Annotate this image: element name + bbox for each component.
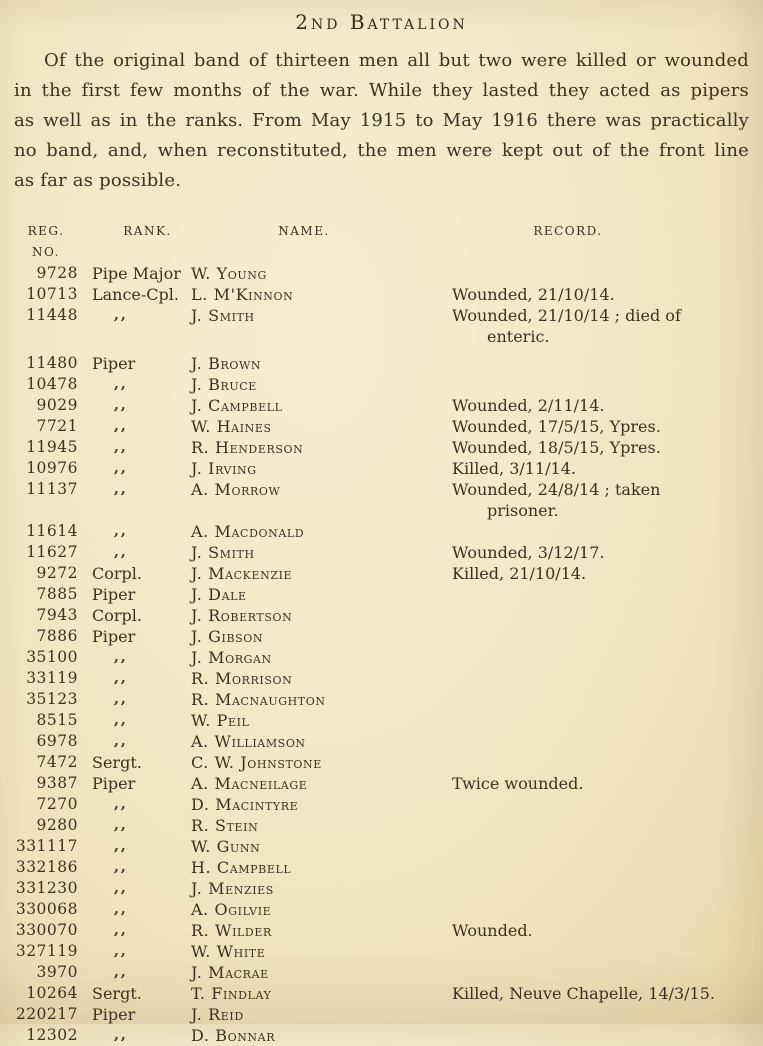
rank-cell: Piper xyxy=(92,354,136,373)
rank-cell: ,, xyxy=(114,880,128,896)
name-cell: H. Campbell xyxy=(191,858,292,877)
record-cell xyxy=(441,668,735,689)
rank-cell: ,, xyxy=(114,712,128,728)
roster-rows xyxy=(14,263,749,1046)
reg-no-cell: 10713 xyxy=(26,285,78,303)
rank-cell: ,, xyxy=(114,544,128,560)
roster-header-row xyxy=(14,221,749,263)
name-cell: J. Gibson xyxy=(191,627,264,646)
rank-cell: Corpl. xyxy=(92,564,142,583)
rank-cell: ,, xyxy=(114,691,128,707)
reg-no-cell: 331230 xyxy=(15,879,78,897)
rank-cell: Piper xyxy=(92,585,136,604)
header-name: NAME. xyxy=(278,224,330,238)
record-cell xyxy=(441,353,735,374)
record-cell xyxy=(441,1025,735,1046)
reg-no-cell: 7885 xyxy=(36,585,78,603)
table-row xyxy=(14,710,749,731)
name-cell: A. Macdonald xyxy=(191,522,305,541)
name-cell: J. Smith xyxy=(191,543,255,562)
rank-cell: ,, xyxy=(114,859,128,875)
name-cell: J. Robertson xyxy=(191,606,293,625)
record-cell: Wounded, 21/10/14. xyxy=(452,285,615,304)
rank-cell: ,, xyxy=(114,964,128,980)
record-cell: Wounded, 17/5/15, Ypres. xyxy=(452,417,661,436)
record-cell: Wounded, 21/10/14 ; died of enteric. xyxy=(452,306,681,346)
intro-line: as far as possible. xyxy=(14,170,182,191)
table-row xyxy=(14,689,749,710)
reg-no-cell: 12302 xyxy=(26,1026,78,1044)
intro-line: Of the original band of thirteen men all but two were killed or wounded xyxy=(44,50,749,71)
rank-cell: Lance-Cpl. xyxy=(92,285,179,304)
table-row xyxy=(14,437,749,458)
record-cell: Killed, Neuve Chapelle, 14/3/15. xyxy=(452,984,715,1003)
roster-table xyxy=(14,221,749,1046)
reg-no-cell: 9280 xyxy=(36,816,78,834)
reg-no-cell: 331117 xyxy=(15,837,78,855)
reg-no-cell: 8515 xyxy=(36,711,78,729)
name-cell: A. Williamson xyxy=(191,732,306,751)
record-cell xyxy=(441,941,735,962)
reg-no-cell: 33119 xyxy=(26,669,78,687)
reg-no-cell: 10976 xyxy=(26,459,78,477)
reg-no-cell: 330068 xyxy=(15,900,78,918)
reg-no-cell: 9272 xyxy=(36,564,78,582)
rank-cell: ,, xyxy=(114,649,128,665)
table-row xyxy=(14,815,749,836)
name-cell: A. Ogilvie xyxy=(191,900,272,919)
record-cell xyxy=(441,857,735,878)
rank-cell: Sergt. xyxy=(92,753,142,772)
rank-cell: ,, xyxy=(114,376,128,392)
reg-no-cell: 3970 xyxy=(36,963,78,981)
name-cell: J. Brown xyxy=(191,354,262,373)
name-cell: R. Henderson xyxy=(191,438,304,457)
record-cell xyxy=(441,584,735,605)
table-row xyxy=(14,647,749,668)
table-row xyxy=(14,899,749,920)
rank-cell: Piper xyxy=(92,774,136,793)
name-cell: J. Macrae xyxy=(191,963,269,982)
record-cell xyxy=(441,899,735,920)
record-cell xyxy=(441,962,735,983)
table-row xyxy=(14,416,749,437)
table-row xyxy=(14,263,749,284)
record-cell xyxy=(441,710,735,731)
rank-cell: ,, xyxy=(114,481,128,497)
record-cell: Killed, 3/11/14. xyxy=(452,459,576,478)
table-row xyxy=(14,983,749,1004)
table-row xyxy=(14,794,749,815)
rank-cell: ,, xyxy=(114,397,128,413)
table-row xyxy=(14,605,749,626)
page-title: 2nd Battalion xyxy=(295,10,468,34)
record-cell: Wounded. xyxy=(452,921,533,940)
rank-cell: ,, xyxy=(114,523,128,539)
rank-cell: ,, xyxy=(114,817,128,833)
table-row xyxy=(14,941,749,962)
table-row xyxy=(14,458,749,479)
reg-no-cell: 11945 xyxy=(26,438,78,456)
record-cell: Wounded, 2/11/14. xyxy=(452,396,605,415)
table-row xyxy=(14,521,749,542)
table-row xyxy=(14,878,749,899)
table-row xyxy=(14,542,749,563)
rank-cell: ,, xyxy=(114,922,128,938)
name-cell: W. Gunn xyxy=(191,837,261,856)
record-cell xyxy=(441,878,735,899)
table-row xyxy=(14,920,749,941)
table-row xyxy=(14,479,749,521)
table-row xyxy=(14,668,749,689)
record-cell xyxy=(441,689,735,710)
reg-no-cell: 7721 xyxy=(36,417,78,435)
intro-line: as well as in the ranks. From May 1915 to May 1916 there was practically xyxy=(14,110,749,131)
reg-no-cell: 7886 xyxy=(36,627,78,645)
rank-cell: ,, xyxy=(114,1027,128,1043)
table-row xyxy=(14,857,749,878)
name-cell: W. Peil xyxy=(191,711,250,730)
record-cell xyxy=(441,731,735,752)
reg-no-cell: 10478 xyxy=(26,375,78,393)
name-cell: T. Findlay xyxy=(191,984,272,1003)
rank-cell: ,, xyxy=(114,670,128,686)
intro-paragraph xyxy=(14,46,749,196)
record-cell xyxy=(441,263,735,284)
rank-cell: Corpl. xyxy=(92,606,142,625)
record-cell: Killed, 21/10/14. xyxy=(452,564,587,583)
record-cell xyxy=(441,626,735,647)
reg-no-cell: 11480 xyxy=(26,354,78,372)
name-cell: W. White xyxy=(191,942,266,961)
name-cell: R. Morrison xyxy=(191,669,293,688)
reg-no-cell: 11627 xyxy=(26,543,78,561)
rank-cell: ,, xyxy=(114,418,128,434)
rank-cell: Piper xyxy=(92,627,136,646)
reg-no-cell: 327119 xyxy=(15,942,78,960)
record-cell xyxy=(441,815,735,836)
table-row xyxy=(14,395,749,416)
name-cell: J. Reid xyxy=(191,1005,244,1024)
rank-cell: ,, xyxy=(114,943,128,959)
record-cell: Wounded, 3/12/17. xyxy=(452,543,605,562)
rank-cell: ,, xyxy=(114,838,128,854)
rank-cell: Sergt. xyxy=(92,984,142,1003)
intro-line: no band, and, when reconstituted, the men were kept out of the front line xyxy=(14,140,749,161)
rank-cell: ,, xyxy=(114,901,128,917)
reg-no-cell: 11448 xyxy=(26,306,78,324)
name-cell: J. Bruce xyxy=(191,375,257,394)
reg-no-cell: 6978 xyxy=(36,732,78,750)
record-cell xyxy=(441,374,735,395)
table-row xyxy=(14,305,749,347)
reg-no-cell: 10264 xyxy=(26,984,78,1002)
reg-no-cell: 11137 xyxy=(26,480,78,498)
name-cell: J. Menzies xyxy=(191,879,274,898)
record-cell xyxy=(441,836,735,857)
header-rank: RANK. xyxy=(123,224,172,238)
name-cell: J. Dale xyxy=(191,585,247,604)
name-cell: R. Wilder xyxy=(191,921,272,940)
record-cell xyxy=(441,605,735,626)
reg-no-cell: 7472 xyxy=(36,753,78,771)
record-cell xyxy=(441,521,735,542)
record-cell xyxy=(441,1004,735,1025)
name-cell: J. Smith xyxy=(191,306,255,325)
table-row xyxy=(14,284,749,305)
name-cell: D. Bonnar xyxy=(191,1026,276,1045)
table-row xyxy=(14,584,749,605)
intro-line: in the first few months of the war. While they lasted they acted as pipers xyxy=(14,80,749,101)
rank-cell: Piper xyxy=(92,1005,136,1024)
name-cell: R. Macnaughton xyxy=(191,690,326,709)
header-record: RECORD. xyxy=(533,224,603,238)
rank-cell: Pipe Major xyxy=(92,264,181,283)
name-cell: D. Macintyre xyxy=(191,795,299,814)
name-cell: J. Mackenzie xyxy=(191,564,293,583)
name-cell: R. Stein xyxy=(191,816,259,835)
name-cell: J. Morgan xyxy=(191,648,272,667)
reg-no-cell: 7943 xyxy=(36,606,78,624)
name-cell: A. Macneilage xyxy=(191,774,308,793)
record-cell xyxy=(441,752,735,773)
record-cell: Wounded, 24/8/14 ; taken prisoner. xyxy=(452,480,661,520)
table-row xyxy=(14,626,749,647)
reg-no-cell: 9387 xyxy=(36,774,78,792)
table-row xyxy=(14,752,749,773)
table-row xyxy=(14,836,749,857)
reg-no-cell: 332186 xyxy=(15,858,78,876)
record-cell xyxy=(441,794,735,815)
reg-no-cell: 7270 xyxy=(36,795,78,813)
table-row xyxy=(14,731,749,752)
reg-no-cell: 35100 xyxy=(26,648,78,666)
record-cell: Twice wounded. xyxy=(452,774,584,793)
reg-no-cell: 9029 xyxy=(36,396,78,414)
rank-cell: ,, xyxy=(114,796,128,812)
rank-cell: ,, xyxy=(114,460,128,476)
table-row xyxy=(14,353,749,374)
name-cell: L. M'Kinnon xyxy=(191,285,294,304)
table-row xyxy=(14,773,749,794)
reg-no-cell: 9728 xyxy=(36,264,78,282)
reg-no-cell: 11614 xyxy=(26,522,78,540)
name-cell: A. Morrow xyxy=(191,480,281,499)
record-cell xyxy=(441,647,735,668)
record-cell: Wounded, 18/5/15, Ypres. xyxy=(452,438,661,457)
name-cell: C. W. Johnstone xyxy=(191,753,322,772)
reg-no-cell: 330070 xyxy=(15,921,78,939)
table-row xyxy=(14,1004,749,1025)
reg-no-cell: 35123 xyxy=(26,690,78,708)
table-row xyxy=(14,962,749,983)
reg-no-cell: 220217 xyxy=(15,1005,78,1023)
table-row xyxy=(14,563,749,584)
table-row xyxy=(14,1025,749,1046)
name-cell: W. Young xyxy=(191,264,267,283)
name-cell: W. Haines xyxy=(191,417,272,436)
rank-cell: ,, xyxy=(114,733,128,749)
name-cell: J. Campbell xyxy=(191,396,283,415)
name-cell: J. Irving xyxy=(191,459,257,478)
rank-cell: ,, xyxy=(114,307,128,323)
header-reg-no: REG. NO. xyxy=(27,224,65,259)
table-row xyxy=(14,374,749,395)
rank-cell: ,, xyxy=(114,439,128,455)
